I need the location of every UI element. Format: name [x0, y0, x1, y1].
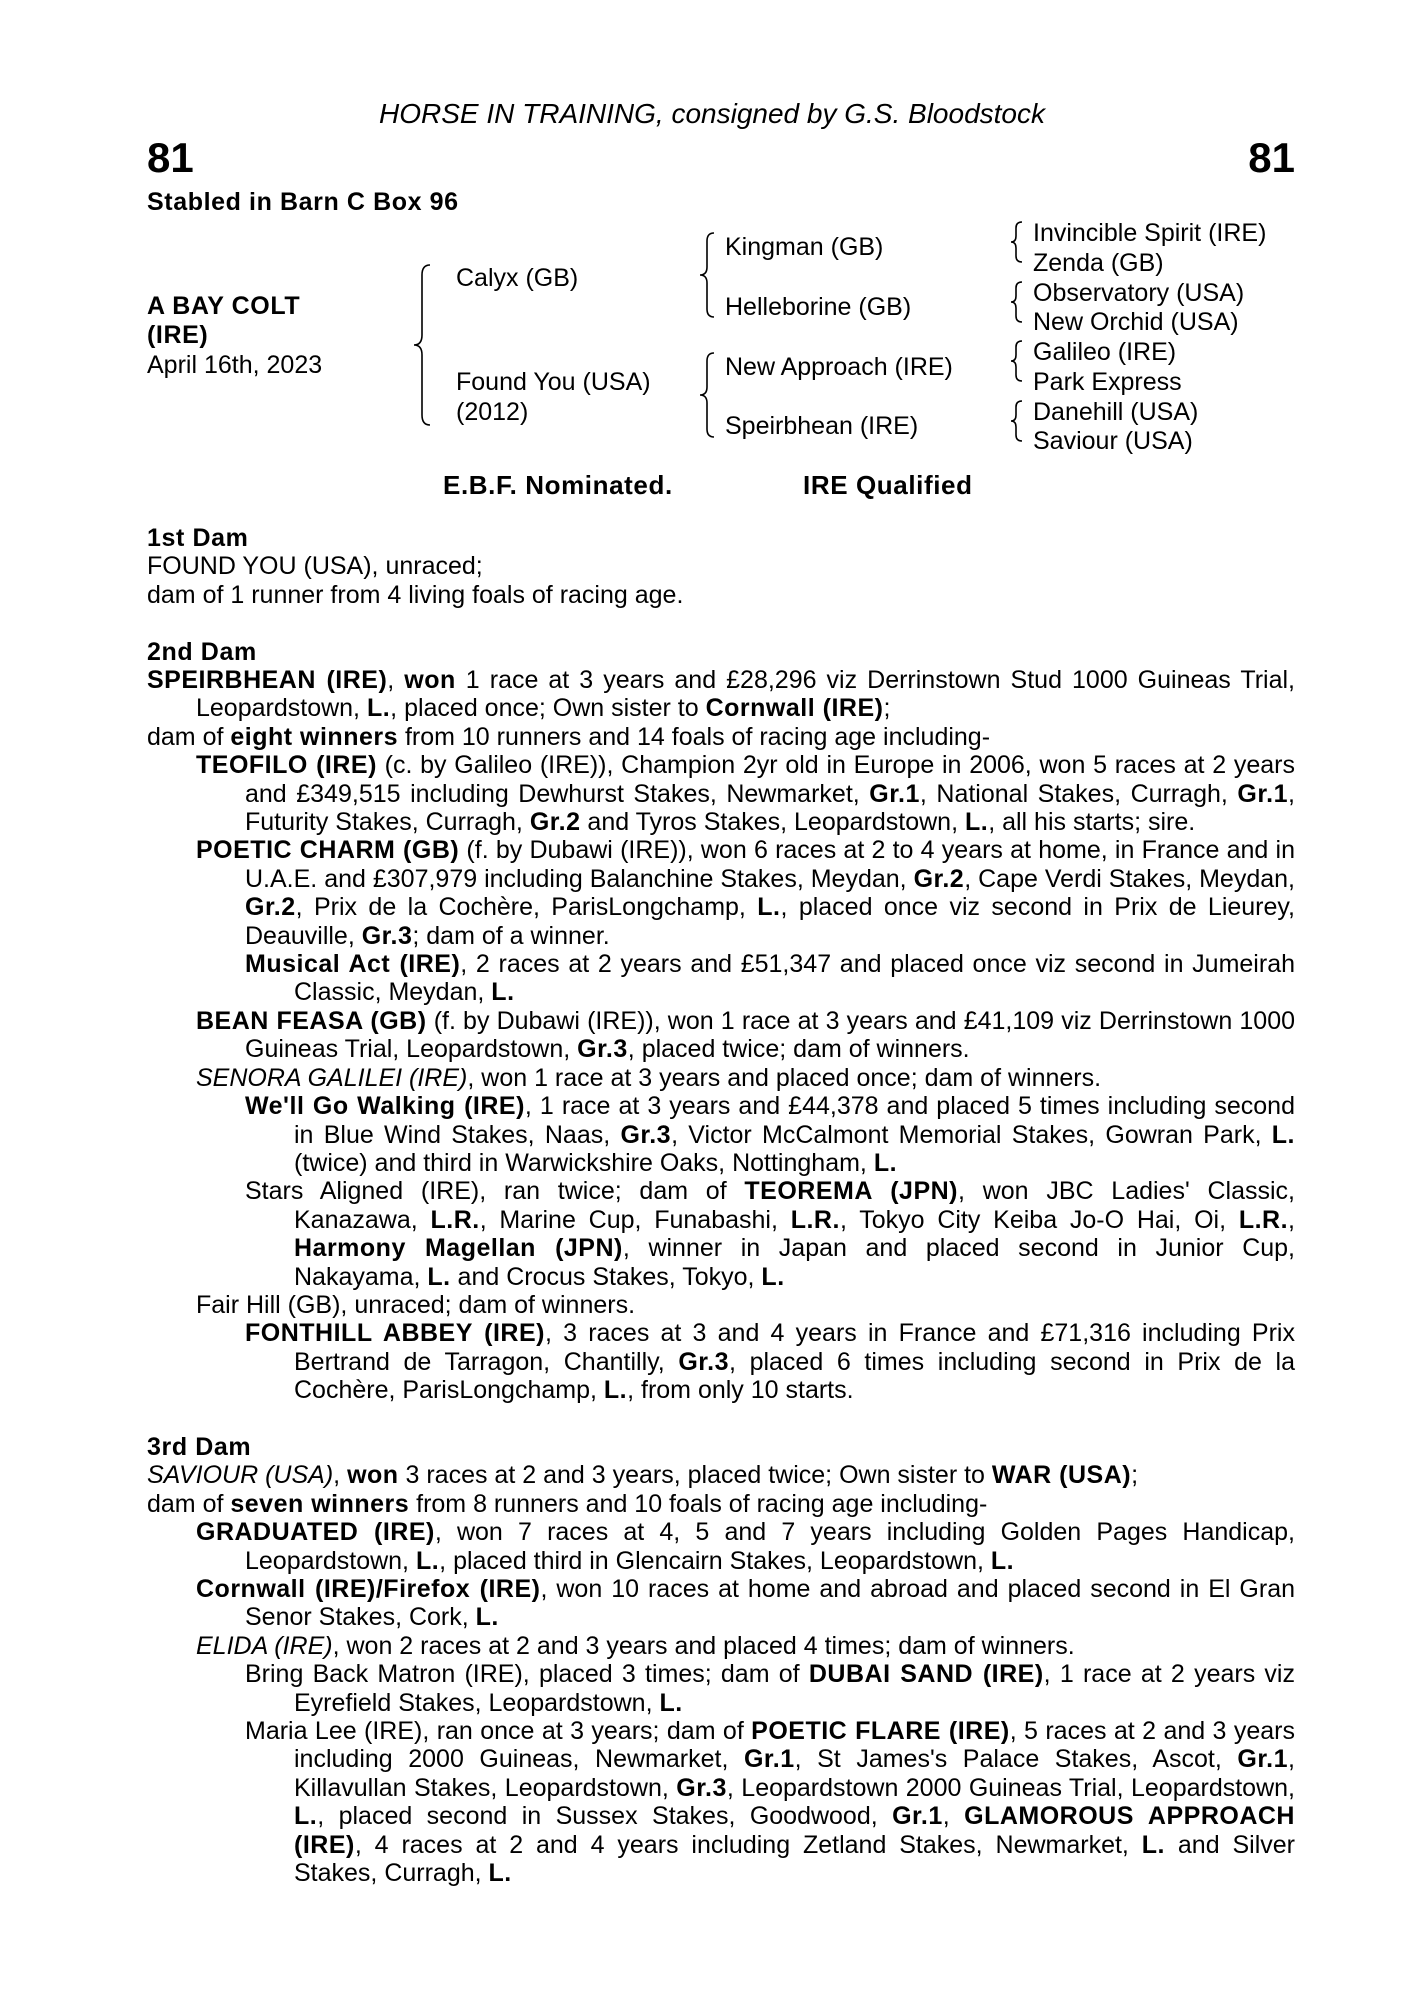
- pedigree-entry: [147, 1632, 1295, 1660]
- section-gap: [147, 1405, 1295, 1433]
- grandsire-paternal: Kingman (GB): [725, 233, 884, 261]
- bold-text: Gr.1: [1237, 1745, 1289, 1774]
- bold-text: SPEIRBHEAN (IRE): [147, 666, 388, 695]
- entry-text: FOUND YOU (USA), unraced;: [147, 552, 483, 581]
- bold-text: Gr.2: [913, 864, 965, 893]
- brace-gen3-3: [1011, 341, 1022, 381]
- bold-text: L.R.: [790, 1205, 840, 1234]
- entry-text: Bring Back Matron (IRE), placed 3 times; dam of: [245, 1660, 809, 1689]
- entry-text: Fair Hill (GB), unraced; dam of winners.: [196, 1290, 636, 1319]
- entry-text: (f. by Dubawi (IRE)), won 6 races at 2 to 4 years at home, in France and in U.A.E. and £307,979 including Balanchine Stakes, Meydan,: [245, 836, 1296, 893]
- brace-gen1: [414, 265, 430, 425]
- entry-text: (c. by Galileo (IRE)), Champion 2yr old in Europe in 2006, won 5 races at 2 years and £349,515 including Dewhurst Stakes, Newmarket,: [245, 751, 1295, 808]
- entry-text: ,: [333, 1461, 348, 1490]
- bold-text: Cornwall (IRE): [705, 694, 884, 723]
- entry-text: ;: [1131, 1461, 1139, 1490]
- entry-text: and Crocus Stakes, Tokyo,: [450, 1262, 762, 1291]
- entry-text: , Prix de la Cochère, ParisLongchamp,: [295, 893, 758, 922]
- entry-text: , Killavullan Stakes, Leopardstown,: [294, 1745, 1295, 1802]
- bold-text: L.: [294, 1802, 318, 1831]
- bold-text: GRADUATED (IRE): [196, 1518, 435, 1547]
- entry-text: 3 races at 2 and 3 years, placed twice; Own sister to: [398, 1461, 992, 1490]
- bold-text: L.: [1141, 1830, 1165, 1859]
- entry-text: ,: [1288, 1205, 1295, 1234]
- entry-text: , won 2 races at 2 and 3 years and placed 4 times; dam of winners.: [332, 1631, 1075, 1660]
- bold-text: L.: [1271, 1120, 1295, 1149]
- gen4-ancestor: Danehill (USA): [1033, 398, 1199, 426]
- entry-text: (f. by Dubawi (IRE)), won 1 race at 3 years and £41,109 viz Derrinstown 1000 Guineas Trial, Leopardstown,: [245, 1006, 1296, 1064]
- bold-text: L.: [427, 1262, 451, 1291]
- entry-text: , National Stakes, Curragh,: [919, 779, 1238, 808]
- bold-text: L.: [873, 1148, 898, 1177]
- entry-text: Maria Lee (IRE), ran once at 3 years; dam of: [245, 1717, 752, 1746]
- pedigree-entry: [147, 1490, 1295, 1518]
- granddam-paternal: Helleborine (GB): [725, 293, 912, 321]
- entry-text: ,: [387, 666, 405, 695]
- entry-text: ,: [942, 1802, 965, 1831]
- pedigree-entry: [147, 751, 1295, 836]
- lot-number-left: 81: [147, 134, 194, 181]
- bold-text: Gr.3: [620, 1120, 672, 1149]
- entry-text: , placed once viz second in Prix de Lieurey, Deauville,: [245, 893, 1296, 950]
- section-title: 1st Dam: [147, 524, 249, 552]
- bold-text: Gr.3: [577, 1035, 628, 1064]
- entry-text: dam of: [147, 1489, 231, 1518]
- pedigree-entry: [147, 1461, 1295, 1489]
- granddam-maternal: Speirbhean (IRE): [725, 412, 919, 440]
- pedigree-entry: [147, 1717, 1295, 1887]
- pedigree-entry: [147, 1575, 1295, 1632]
- entry-text: , placed second in Sussex Stakes, Goodwood,: [317, 1802, 893, 1831]
- pedigree-entry: [147, 1660, 1295, 1717]
- bold-text: L.: [488, 1859, 512, 1888]
- bold-text: TEOFILO (IRE): [196, 751, 377, 780]
- entry-text: , placed twice; dam of winners.: [627, 1035, 970, 1064]
- entry-text: , Victor McCalmont Memorial Stakes, Gowran Park,: [671, 1120, 1272, 1149]
- bold-text: L.: [366, 694, 391, 723]
- entry-text: ;: [883, 694, 891, 723]
- bold-text: won: [347, 1461, 399, 1490]
- pedigree-entry: [147, 1291, 1295, 1319]
- entry-text: , won 10 races at home and abroad and placed second in El Gran Senor Stakes, Cork,: [245, 1575, 1295, 1632]
- pedigree-entry: [147, 1007, 1295, 1064]
- ire-qualified: IRE Qualified: [803, 470, 973, 500]
- dam-section: [147, 638, 1295, 1405]
- entry-text: , Leopardstown 2000 Guineas Trial, Leopardstown,: [726, 1773, 1295, 1802]
- entry-text: , Futurity Stakes, Curragh,: [245, 779, 1295, 837]
- bold-text: Gr.1: [743, 1745, 795, 1774]
- entry-text: , placed 6 times including second in Prix de la Cochère, ParisLongchamp,: [294, 1347, 1295, 1405]
- entry-text: , winner in Japan and placed second in Junior Cup, Nakayama,: [294, 1234, 1296, 1291]
- bold-text: L.: [475, 1603, 499, 1632]
- entry-text: , from only 10 starts.: [627, 1376, 854, 1405]
- italic-text: ELIDA (IRE): [196, 1631, 333, 1660]
- bold-text: L.R.: [1238, 1205, 1289, 1234]
- bold-text: We'll Go Walking (IRE): [245, 1092, 525, 1121]
- brace-gen3-4: [1011, 401, 1022, 441]
- entry-text: dam of 1 runner from 4 living foals of racing age.: [147, 580, 684, 609]
- pedigree-entry: [147, 723, 1295, 751]
- bold-text: Gr.1: [892, 1802, 943, 1831]
- section-gap: [147, 609, 1295, 637]
- lot-number-right: 81: [1248, 134, 1295, 181]
- gen4-ancestor: Galileo (IRE): [1033, 338, 1177, 366]
- horse-country: (IRE): [147, 321, 209, 349]
- bold-text: POETIC FLARE (IRE): [751, 1717, 1010, 1746]
- bold-text: Gr.3: [676, 1773, 727, 1802]
- entry-text: , Marine Cup, Funabashi,: [479, 1205, 791, 1234]
- entry-text: , placed once; Own sister to: [390, 694, 706, 723]
- bold-text: seven winners: [230, 1489, 410, 1518]
- ebf-nominated: E.B.F. Nominated.: [443, 470, 673, 500]
- section-title: 2nd Dam: [147, 637, 257, 666]
- entry-text: , 1 race at 2 years viz Eyrefield Stakes, Leopardstown,: [294, 1660, 1295, 1717]
- italic-text: SAVIOUR (USA): [147, 1461, 334, 1490]
- bold-text: L.: [603, 1376, 628, 1405]
- bold-text: L.: [990, 1546, 1015, 1575]
- entry-text: and Tyros Stakes, Leopardstown,: [580, 808, 965, 837]
- bold-text: L.R.: [430, 1205, 480, 1234]
- gen4-ancestor: Saviour (USA): [1033, 427, 1193, 455]
- entry-text: ; dam of a winner.: [412, 921, 610, 950]
- brace-gen2-bottom: [700, 353, 714, 437]
- gen4-ancestor: Zenda (GB): [1033, 249, 1164, 277]
- sire: Calyx (GB): [456, 264, 579, 292]
- entry-text: and Silver Stakes, Curragh,: [294, 1830, 1295, 1888]
- bold-text: Gr.1: [1237, 779, 1289, 808]
- bold-text: TEOREMA (JPN): [744, 1177, 959, 1206]
- pedigree-entry: [147, 1064, 1295, 1092]
- gen4-ancestor: New Orchid (USA): [1033, 308, 1239, 336]
- entry-text: , won JBC Ladies' Classic, Kanazawa,: [294, 1177, 1295, 1234]
- catalogue-body: [147, 524, 1295, 1887]
- section-title: 3rd Dam: [147, 1432, 252, 1461]
- bold-text: Gr.3: [361, 921, 413, 950]
- dam-year: (2012): [456, 398, 529, 426]
- pedigree-entry: [147, 552, 1295, 580]
- bold-text: L.: [491, 978, 515, 1007]
- brace-gen3-2: [1011, 282, 1022, 322]
- bold-text: Gr.2: [529, 808, 581, 837]
- bold-text: won: [404, 666, 456, 695]
- bold-text: GLAMOROUS APPROACH (IRE): [294, 1802, 1295, 1859]
- grandsire-maternal: New Approach (IRE): [725, 353, 953, 381]
- entry-text: , 4 races at 2 and 4 years including Zetland Stakes, Newmarket,: [354, 1830, 1142, 1859]
- dam-section: [147, 1433, 1295, 1888]
- bold-text: L.: [659, 1688, 683, 1717]
- entry-text: , all his starts; sire.: [988, 808, 1196, 837]
- bold-text: Cornwall (IRE)/Firefox (IRE): [196, 1575, 541, 1603]
- bold-text: DUBAI SAND (IRE): [808, 1660, 1044, 1689]
- dam: Found You (USA): [456, 368, 651, 396]
- pedigree-entry: [147, 1518, 1295, 1575]
- entry-text: , Cape Verdi Stakes, Meydan,: [964, 864, 1295, 893]
- bold-text: BEAN FEASA (GB): [196, 1006, 427, 1035]
- bold-text: Harmony Magellan (JPN): [294, 1234, 623, 1263]
- bold-text: POETIC CHARM (GB): [196, 836, 460, 865]
- bold-text: eight winners: [230, 722, 399, 751]
- pedigree-entry: [147, 666, 1295, 723]
- gen4-ancestor: Park Express: [1033, 368, 1182, 396]
- bold-text: FONTHILL ABBEY (IRE): [245, 1319, 545, 1348]
- entry-text: , placed third in Glencairn Stakes, Leopardstown,: [439, 1546, 991, 1575]
- entry-text: , won 1 race at 3 years and placed once; dam of winners.: [467, 1063, 1102, 1092]
- entry-text: , 2 races at 2 years and £51,347 and placed once viz second in Jumeirah Classic, Meydan,: [294, 950, 1295, 1007]
- entry-text: , 1 race at 3 years and £44,378 and placed 5 times including second in Blue Wind Stakes, Naas,: [294, 1092, 1295, 1149]
- bold-text: L.: [964, 808, 989, 837]
- bold-text: L.: [761, 1262, 785, 1291]
- stabling-location: Stabled in Barn C Box 96: [147, 188, 459, 216]
- pedigree-entry: [147, 1092, 1295, 1177]
- catalogue-header: HORSE IN TRAINING, consigned by G.S. Bloodstock: [378, 98, 1045, 129]
- entry-text: (twice) and third in Warwickshire Oaks, Nottingham,: [294, 1148, 874, 1177]
- brace-gen2-top: [700, 233, 714, 317]
- dam-section: [147, 524, 1295, 609]
- pedigree-entry: [147, 1319, 1295, 1404]
- bold-text: Musical Act (IRE): [245, 950, 461, 979]
- horse-name: A BAY COLT: [147, 292, 301, 320]
- entry-text: 1 race at 3 years and £28,296 viz Derrinstown Stud 1000 Guineas Trial, Leopardstown,: [196, 666, 1295, 723]
- bold-text: WAR (USA): [991, 1461, 1132, 1490]
- bold-text: L.: [415, 1546, 440, 1575]
- entry-text: dam of: [147, 722, 231, 751]
- bold-text: Gr.2: [245, 893, 296, 922]
- gen4-ancestor: Observatory (USA): [1033, 279, 1245, 307]
- foaling-date: April 16th, 2023: [147, 351, 323, 379]
- entry-text: , Tokyo City Keiba Jo-O Hai, Oi,: [839, 1205, 1239, 1234]
- bold-text: Gr.3: [678, 1347, 729, 1376]
- entry-text: , 3 races at 3 and 4 years in France and £71,316 including Prix Bertrand de Tarragon, Chantilly,: [294, 1319, 1295, 1376]
- pedigree-entry: [147, 836, 1295, 950]
- brace-gen3-1: [1011, 222, 1022, 262]
- pedigree-braces: [0, 0, 1424, 500]
- entry-text: , St James's Palace Stakes, Ascot,: [794, 1745, 1238, 1774]
- pedigree-entry: [147, 1177, 1295, 1291]
- entry-text: from 8 runners and 10 foals of racing age including-: [409, 1489, 988, 1518]
- bold-text: Gr.1: [869, 779, 920, 808]
- entry-text: Stars Aligned (IRE), ran twice; dam of: [245, 1177, 745, 1206]
- pedigree-entry: [147, 950, 1295, 1007]
- entry-text: from 10 runners and 14 foals of racing age including-: [398, 722, 991, 751]
- pedigree-entry: [147, 581, 1295, 609]
- entry-text: , 5 races at 2 and 3 years including 2000 Guineas, Newmarket,: [294, 1717, 1295, 1774]
- entry-text: , won 7 races at 4, 5 and 7 years including Golden Pages Handicap, Leopardstown,: [245, 1518, 1295, 1575]
- bold-text: L.: [757, 893, 781, 922]
- italic-text: SENORA GALILEI (IRE): [196, 1063, 468, 1092]
- gen4-ancestor: Invincible Spirit (IRE): [1033, 219, 1267, 247]
